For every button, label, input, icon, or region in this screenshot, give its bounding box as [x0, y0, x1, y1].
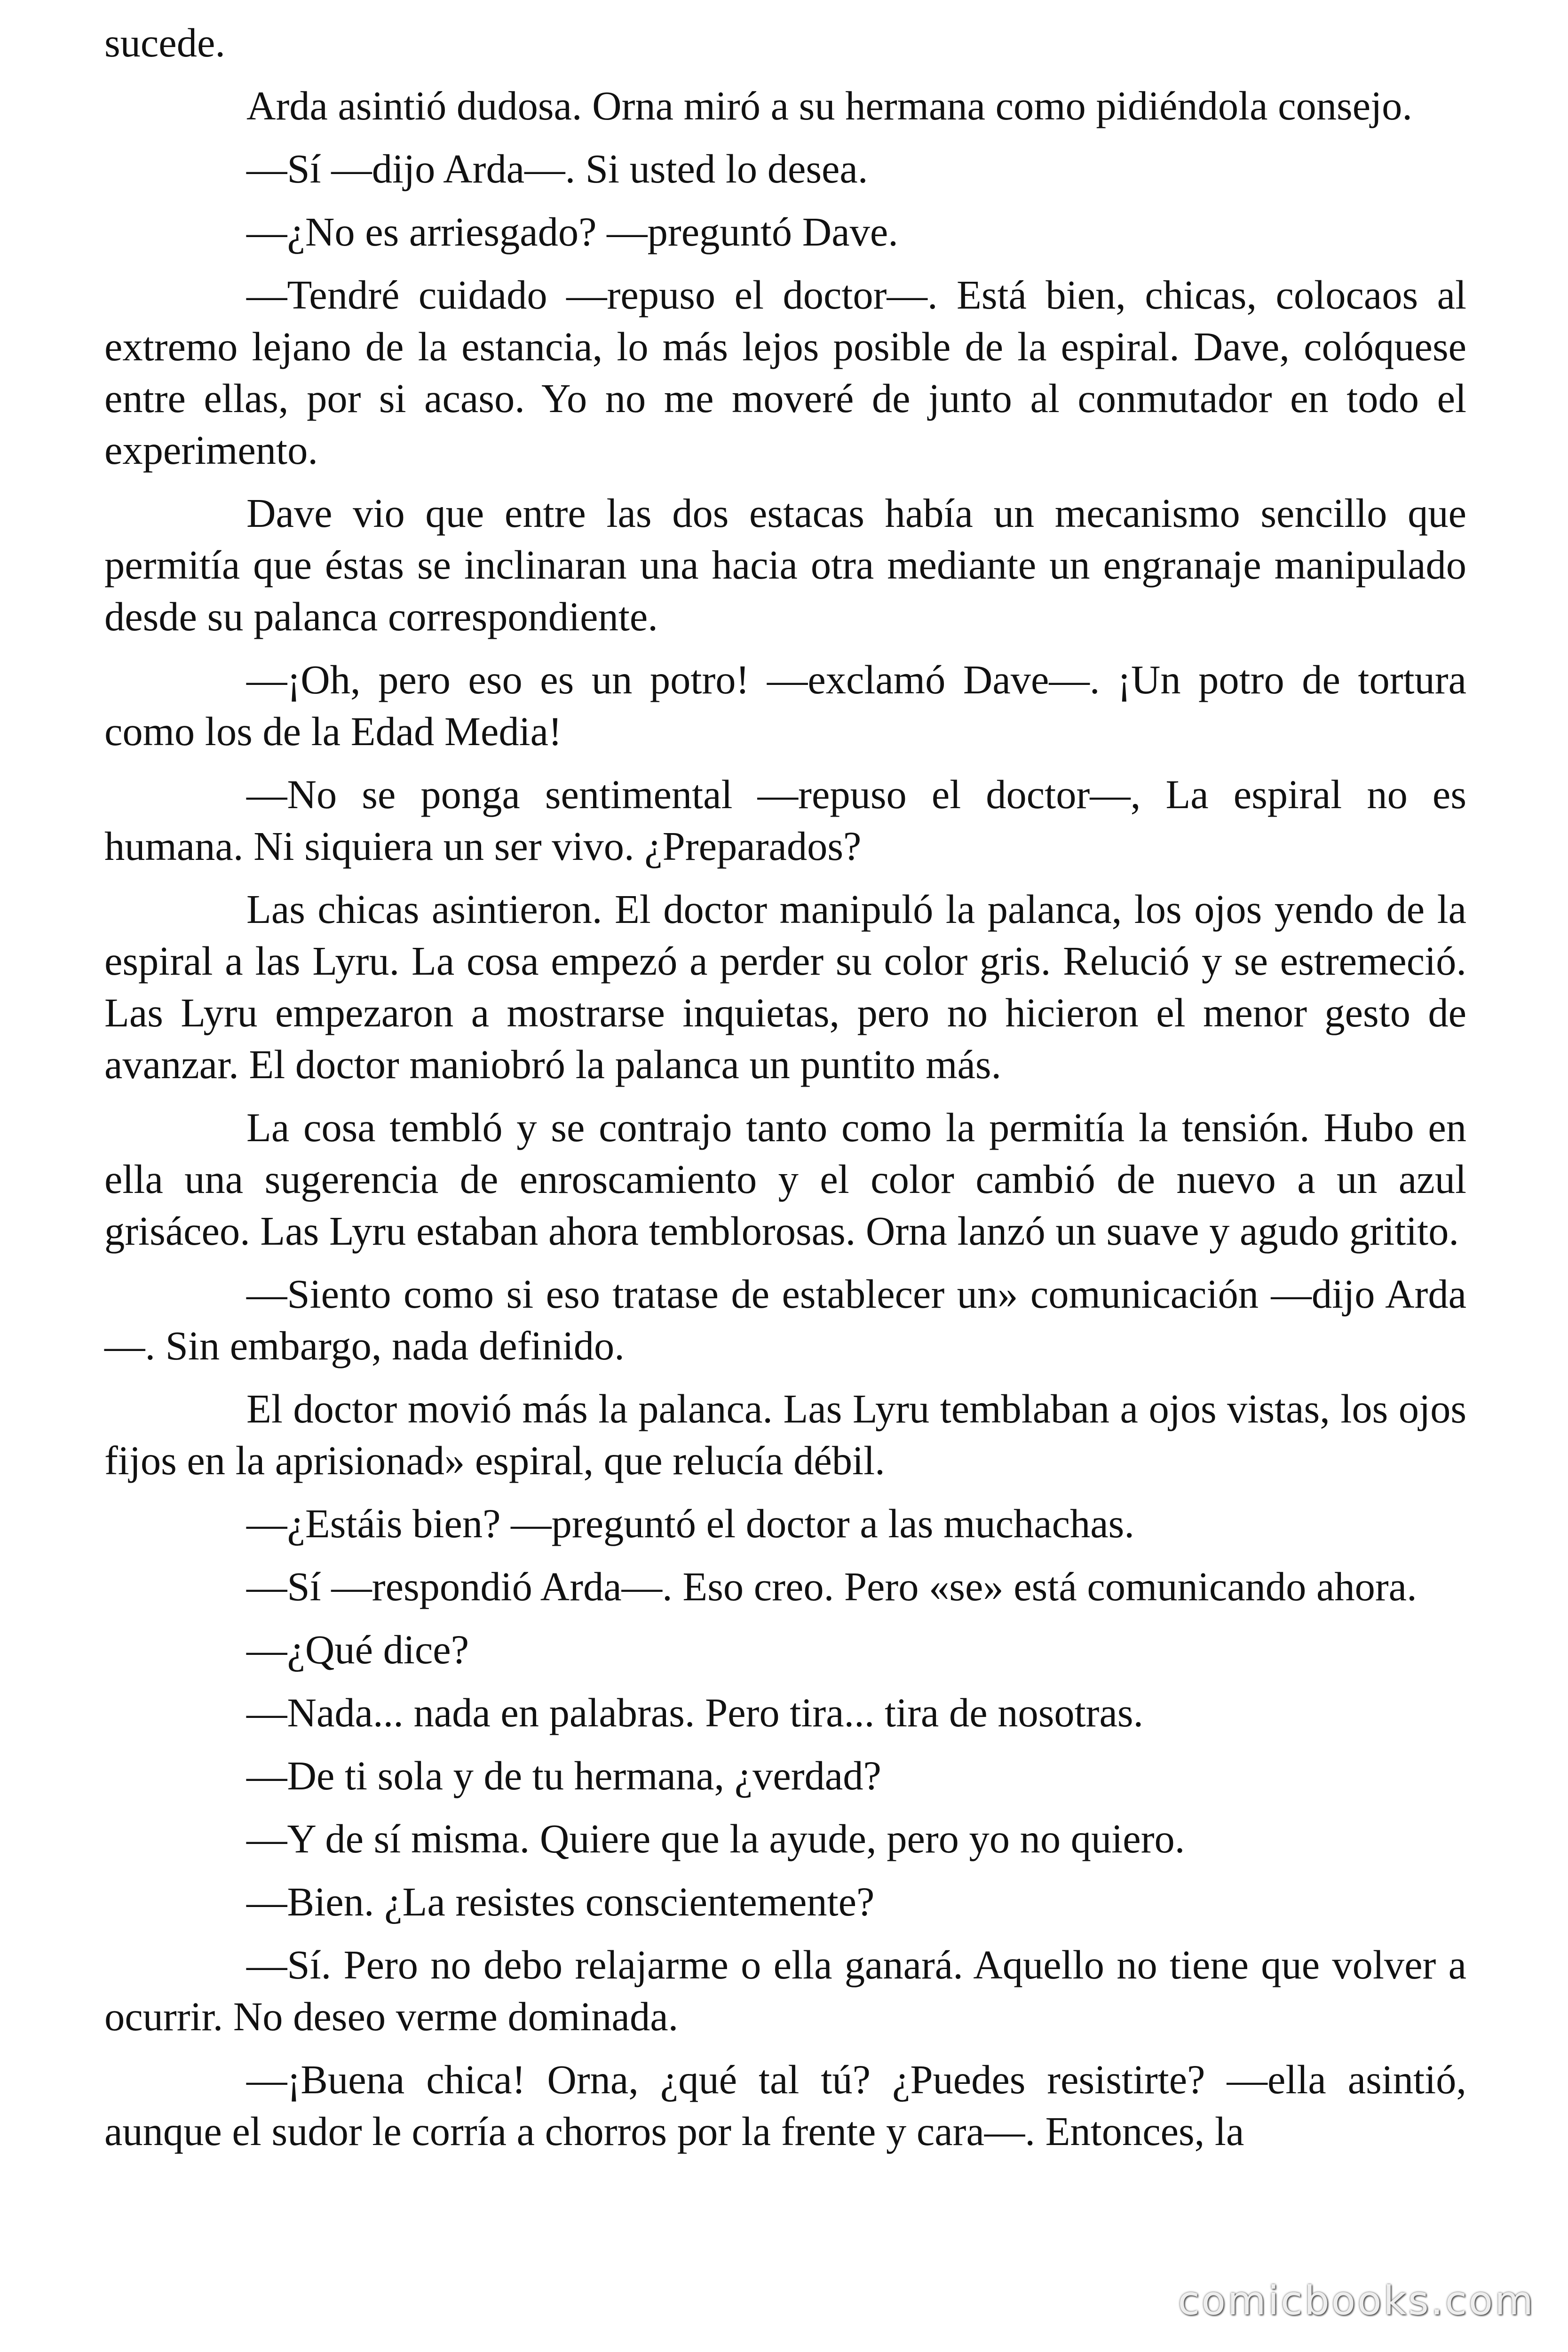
paragraph: —¡Buena chica! Orna, ¿qué tal tú? ¿Puedes resistirte? —ella asintió, aunque el sudor le corría a chorros por la frente y cara—. Entonces, la [104, 2057, 1466, 2154]
paragraph: —¡Oh, pero eso es un potro! —exclamó Dave—. ¡Un potro de tortura como los de la Edad Media! [104, 657, 1466, 754]
paragraph: —De ti sola y de tu hermana, ¿verdad? [246, 1753, 881, 1798]
paragraph: El doctor movió más la palanca. Las Lyru temblaban a ojos vistas, los ojos fijos en la aprisionad» espiral, que relucía débil. [104, 1386, 1466, 1483]
paragraph: —Nada... nada en palabras. Pero tira... tira de nosotras. [246, 1690, 1144, 1735]
paragraph: sucede. [104, 20, 225, 65]
paragraph: —Y de sí misma. Quiere que la ayude, pero yo no quiero. [246, 1816, 1185, 1861]
paragraph: —¿No es arriesgado? —preguntó Dave. [246, 209, 898, 254]
paragraph: —No se ponga sentimental —repuso el doctor—, La espiral no es humana. Ni siquiera un ser vivo. ¿Preparados? [104, 772, 1466, 869]
paragraph: —Sí —respondió Arda—. Eso creo. Pero «se» está comunicando ahora. [246, 1564, 1417, 1609]
paragraph: Arda asintió dudosa. Orna miró a su hermana como pidiéndola consejo. [246, 83, 1413, 128]
paragraph: —Siento como si eso tratase de establecer un» comunicación —dijo Arda—. Sin embargo, nada definido. [104, 1271, 1466, 1368]
page-text [104, 17, 1466, 2169]
watermark: comicbooks.com [1178, 2278, 1535, 2324]
paragraph: La cosa tembló y se contrajo tanto como la permitía la tensión. Hubo en ella una sugerencia de enroscamiento y el color cambió de nuevo a un azul grisáceo. Las Lyru estaban ahora temblorosas. Orna lanzó un suave y agudo gritito. [104, 1105, 1466, 1254]
paragraph: Las chicas asintieron. El doctor manipuló la palanca, los ojos yendo de la espiral a las Lyru. La cosa empezó a perder su color gris. Relució y se estremeció. Las Lyru empezaron a mostrarse inquietas, pero no hicieron el menor gesto de avanzar. El doctor maniobró la palanca un puntito más. [104, 887, 1466, 1087]
paragraph: —¿Estáis bien? —preguntó el doctor a las muchachas. [246, 1501, 1134, 1546]
paragraph: —Sí. Pero no debo relajarme o ella ganará. Aquello no tiene que volver a ocurrir. No deseo verme dominada. [104, 1942, 1466, 2039]
paragraph: —Tendré cuidado —repuso el doctor—. Está bien, chicas, colocaos al extremo lejano de la estancia, lo más lejos posible de la espiral. Dave, colóquese entre ellas, por si acaso. Yo no me moveré de junto al conmutador en todo el experimento. [104, 272, 1466, 473]
paragraph: —Bien. ¿La resistes conscientemente? [246, 1879, 875, 1924]
paragraph: —Sí —dijo Arda—. Si usted lo desea. [246, 146, 868, 191]
paragraph: Dave vio que entre las dos estacas había un mecanismo sencillo que permitía que éstas se inclinaran una hacia otra mediante un engranaje manipulado desde su palanca correspondiente. [104, 491, 1466, 639]
paragraph: —¿Qué dice? [246, 1627, 469, 1672]
